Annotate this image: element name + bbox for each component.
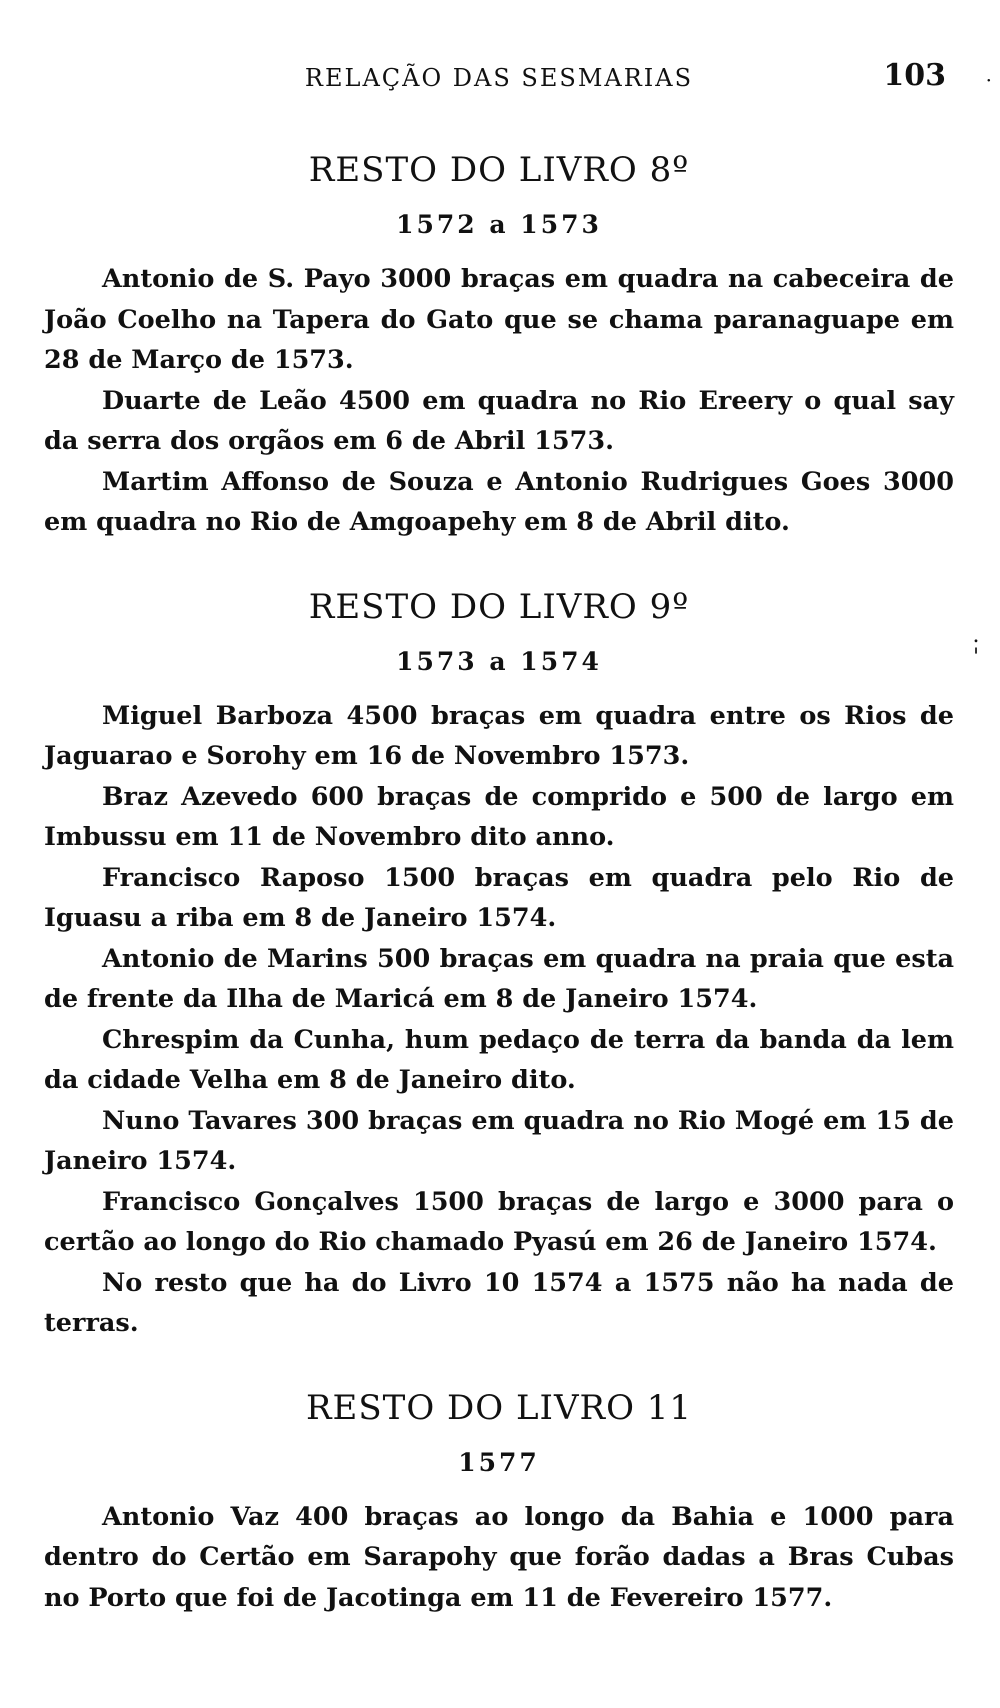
running-title: RELAÇÃO DAS SESMARIAS (304, 64, 694, 92)
entry-livro-9-4: Antonio de Marins 500 braças em quadra na praia que esta de frente da Ilha de Maricá em 8 de Janeiro 1574. (44, 943, 954, 1014)
entry-livro-8-2: Duarte de Leão 4500 em quadra no Rio Ereery o qual say da serra dos orgãos em 6 de Abril 1573. (44, 385, 954, 456)
section-years-livro-11: 1577 (458, 1447, 540, 1477)
entry-livro-9-8: No resto que ha do Livro 10 1574 a 1575 não ha nada de terras. (44, 1267, 954, 1338)
entry-livro-9-6: Nuno Tavares 300 braças em quadra no Rio Mogé em 15 de Janeiro 1574. (44, 1105, 954, 1176)
entry-livro-9-1: Miguel Barboza 4500 braças em quadra entre os Rios de Jaguarao e Sorohy em 16 de Novembro 1573. (44, 700, 954, 771)
margin-mark-tick: ' (972, 645, 980, 670)
entry-livro-8-3: Martim Affonso de Souza e Antonio Rudrigues Goes 3000 em quadra no Rio de Amgoapehy em 8 de Abril dito. (44, 466, 954, 537)
margin-marks (970, 625, 982, 669)
section-title-livro-9: RESTO DO LIVRO 9º (308, 586, 690, 627)
section-years-livro-9: 1573 a 1574 (396, 646, 602, 676)
page-number: 103 (883, 58, 946, 93)
entry-livro-9-3: Francisco Raposo 1500 braças em quadra pelo Rio de Iguasu a riba em 8 de Janeiro 1574. (44, 862, 954, 933)
margin-mark-dot: . (972, 623, 980, 648)
entry-livro-9-7: Francisco Gonçalves 1500 braças de largo e 3000 para o certão ao longo do Rio chamado Pyasú em 26 de Janeiro 1574. (44, 1186, 954, 1257)
section-title-livro-11: RESTO DO LIVRO 11 (305, 1387, 693, 1428)
running-header (44, 58, 992, 102)
section-title-livro-8: RESTO DO LIVRO 8º (308, 150, 690, 190)
entry-livro-9-2: Braz Azevedo 600 braças de comprido e 500 de largo em Imbussu em 11 de Novembro dito anno. (44, 781, 954, 852)
entry-livro-8-1: Antonio de S. Payo 3000 braças em quadra na cabeceira de João Coelho na Tapera do Gato que se chama paranaguape em 28 de Março de 1573. (44, 264, 954, 375)
section-years-livro-8: 1572 a 1573 (396, 210, 602, 239)
document-page (44, 58, 992, 1618)
page-mark: · (985, 68, 992, 92)
entry-livro-11-1: Antonio Vaz 400 braças ao longo da Bahia e 1000 para dentro do Certão em Sarapohy que forão dadas a Bras Cubas no Porto que foi de Jacotinga em 11 de Fevereiro 1577. (44, 1501, 954, 1613)
entry-livro-9-5: Chrespim da Cunha, hum pedaço de terra da banda da lem da cidade Velha em 8 de Janeiro dito. (44, 1024, 954, 1095)
